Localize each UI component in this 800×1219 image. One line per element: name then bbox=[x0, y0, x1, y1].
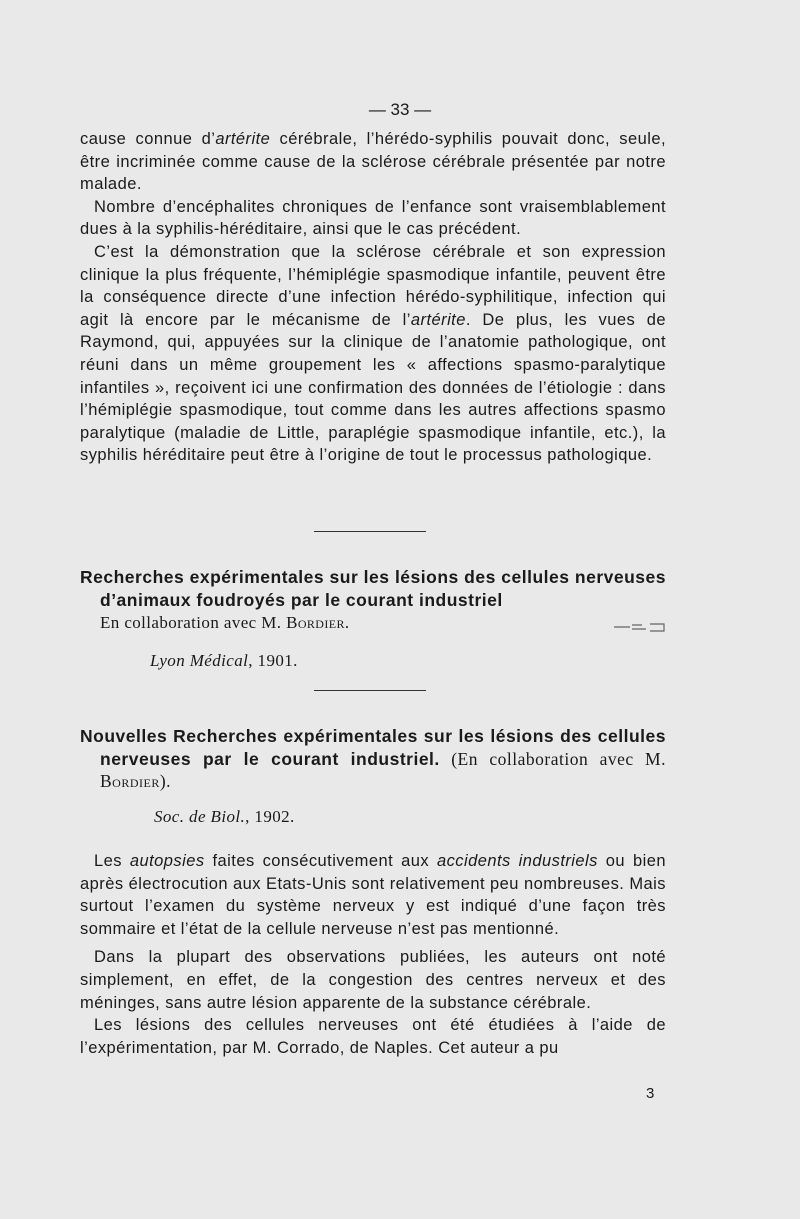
paragraph-2: Nombre d’encéphalites chroniques de l’enfance sont vraisemblablement dues à la syphilis-héréditaire, ainsi que le cas précédent. bbox=[80, 197, 666, 239]
paragraph-5: Dans la plupart des observations publiées, les auteurs ont noté simplement, en effet, de la congestion des centres nerveux et des méninges, sans autre lésion apparente de la substance cérébrale. bbox=[80, 948, 666, 1012]
entry-2 bbox=[80, 725, 666, 827]
italic-term: artérite bbox=[410, 310, 466, 329]
paragraph-4: Les autopsies faites consécutivement aux accidents industriels ou bien après électrocution aux Etats-Unis sont relativement peu nombreuses. Mais surtout l’examen du système nerveux y est indiqué d’une façon très sommaire et l’état de la cellule nerveuse n’est pas mentionné. bbox=[80, 852, 666, 938]
italic-term: accidents industriels bbox=[436, 852, 598, 870]
section-divider bbox=[314, 531, 426, 532]
entry-1-collaboration: En collaboration avec M. Bordier. bbox=[100, 613, 350, 633]
paragraph-1: cause connue d’artérite cérébrale, l’hérédo-syphilis pouvait donc, seule, être incriminée comme cause de la sclérose cérébrale présentée par notre malade. bbox=[80, 130, 666, 194]
signature-mark: 3 bbox=[646, 1085, 655, 1102]
entry-2-title: Nouvelles Recherches expérimentales sur les lésions des cellules nerveuses par le courant industriel. (En collaboration avec M. Bordier). bbox=[80, 726, 666, 792]
italic-term: artérite bbox=[215, 130, 271, 148]
entry-1-source: Lyon Médical, 1901. bbox=[150, 651, 298, 671]
entry-2-source: Soc. de Biol., 1902. bbox=[154, 806, 295, 826]
stamp-mark bbox=[612, 620, 666, 634]
body-top bbox=[80, 128, 666, 467]
page-number: — 33 — bbox=[368, 100, 432, 119]
italic-term: autopsies bbox=[129, 852, 205, 870]
section-divider bbox=[314, 690, 426, 691]
entry-1 bbox=[80, 566, 666, 671]
body-bottom bbox=[80, 850, 666, 1059]
paragraph-3: C’est la démonstration que la sclérose cérébrale et son expression clinique la plus fréquente, l’hémiplégie spasmodique infantile, peuvent être la conséquence directe d’une infection hérédo-syphilitique, infection qui agit là encore par le mécanisme de l’artérite. De plus, les vues de Raymond, qui, appuyées sur la clinique de l’anatomie pathologique, ont réuni dans un même groupement les « affections spasmo-paralytique infantiles », reçoivent ici une confirmation des données de l’étiologie : dans l’hémiplégie spasmodique, tout comme dans les autres affections spasmo paralytique (maladie de Little, paraplégie spasmodique infantile, etc.), la syphilis héréditaire peut être à l’origine de tout le processus pathologique. bbox=[80, 242, 666, 465]
entry-1-title: Recherches expérimentales sur les lésions des cellules nerveuses d’animaux foudroyés par le courant industriel bbox=[80, 567, 666, 610]
paragraph-6: Les lésions des cellules nerveuses ont été étudiées à l’aide de l’expérimentation, par M. Corrado, de Naples. Cet auteur a pu bbox=[80, 1016, 666, 1057]
